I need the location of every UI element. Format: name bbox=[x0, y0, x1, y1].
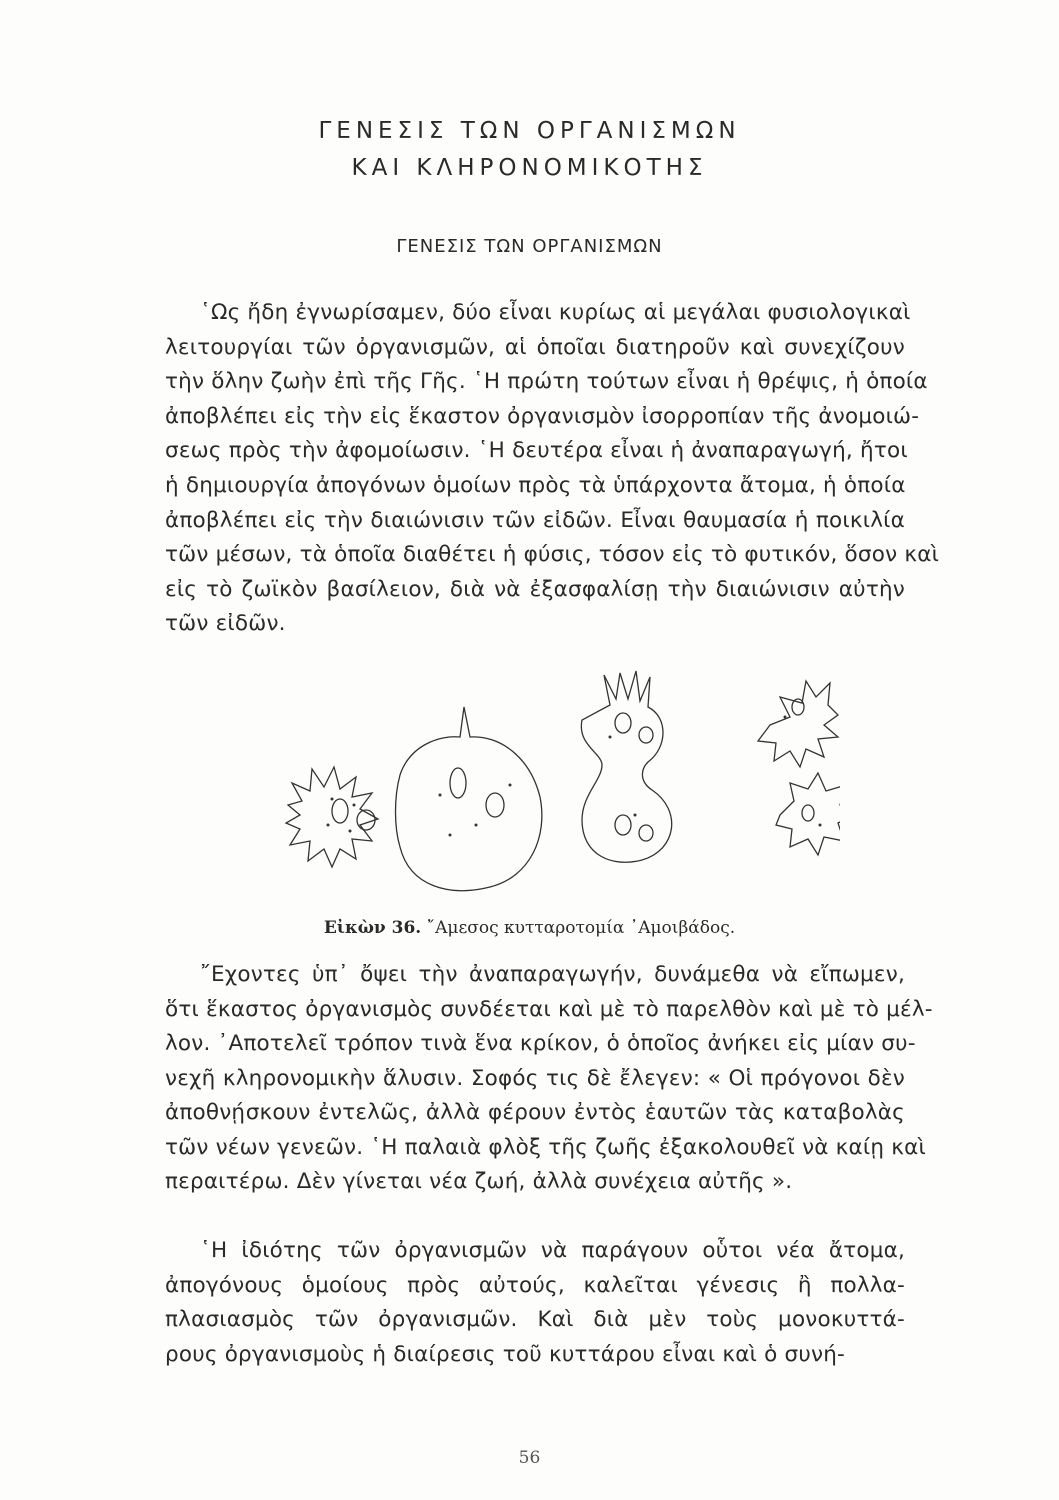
text-line: ὅτι ἕκαστος ὀργανισμὸς συνδέεται καὶ μὲ τὸ παρελθὸν καὶ μὲ τὸ μέλ- bbox=[165, 996, 933, 1022]
figure-caption bbox=[0, 918, 1059, 938]
text-line: ῾Ως ἤδη ἐγνωρίσαμεν, δύο εἶναι κυρίως αἱ μεγάλαι φυσιολογικαὶ bbox=[200, 300, 911, 325]
text-line: ἀποβλέπει εἰς τὴν διαιώνισιν τῶν εἰδῶν. Εἶναι θαυμασία ἡ ποικιλία bbox=[165, 507, 905, 533]
text-line: ρους ὀργανισμοὺς ἡ διαίρεσις τοῦ κυττάρου εἶναι καὶ ὁ συνή- bbox=[165, 1341, 846, 1367]
section-title: ΓΕΝΕΣΙΣ ΤΩΝ ΟΡΓΑΝΙΣΜΩΝ bbox=[396, 236, 663, 257]
amoeba-5 bbox=[776, 773, 840, 855]
chapter-title-line-2: ΚΑΙ ΚΛΗΡΟΝΟΜΙΚΟΤΗΣ bbox=[351, 155, 708, 181]
figure-label: Εἰκὼν 36. bbox=[323, 918, 422, 938]
text-line: τῶν νέων γενεῶν. ῾Η παλαιὰ φλὸξ τῆς ζωῆς ἐξακολουθεῖ νὰ καίῃ καὶ bbox=[165, 1134, 926, 1160]
amoeba-1 bbox=[286, 767, 378, 867]
figure-caption-text: ῎Αμεσος κυτταροτομία ᾿Αμοιβάδος. bbox=[426, 918, 736, 938]
text-line: ἡ δημιουργία ἀπογόνων ὁμοίων πρὸς τὰ ὑπάρχοντα ἄτομα, ἡ ὁποία bbox=[165, 473, 906, 498]
text-line: τῶν μέσων, τὰ ὁποῖα διαθέτει ἡ φύσις, τόσον εἰς τὸ φυτικόν, ὅσον καὶ bbox=[165, 542, 940, 568]
text-line: περαιτέρω. Δὲν γίνεται νέα ζωή, ἀλλὰ συνέχεια αὐτῆς ». bbox=[165, 1169, 793, 1194]
text-line: λον. ᾿Αποτελεῖ τρόπον τινὰ ἕνα κρίκον, ὁ ὁποῖος ἀνήκει εἰς μίαν συ- bbox=[165, 1031, 916, 1056]
text-line: εἰς τὸ ζωϊκὸν βασίλειον, διὰ νὰ ἐξασφαλίσῃ τὴν διαιώνισιν αὐτὴν bbox=[165, 576, 905, 602]
text-line: νεχῆ κληρονομικὴν ἅλυσιν. Σοφός τις δὲ ἔλεγεν: « Οἱ πρόγονοι δὲν bbox=[165, 1065, 905, 1091]
text-line: τῶν εἰδῶν. bbox=[165, 611, 286, 637]
text-line: πλασιασμὸς τῶν ὀργανισμῶν. Καὶ διὰ μὲν τοὺς μονοκυττά- bbox=[165, 1307, 905, 1332]
page-number: 56 bbox=[518, 1448, 541, 1468]
text-line: ῾Η ἰδιότης τῶν ὀργανισμῶν νὰ παράγουν οὗτοι νέα ἄτομα, bbox=[200, 1238, 905, 1263]
text-line: τὴν ὅλην ζωὴν ἐπὶ τῆς Γῆς. ῾Η πρώτη τούτων εἶναι ἡ θρέψις, ἡ ὁποία bbox=[165, 369, 928, 395]
text-line: ἀποβλέπει εἰς τὴν εἰς ἕκαστον ὀργανισμὸν ἰσορροπίαν τῆς ἀνομοιώ- bbox=[165, 403, 920, 429]
text-line: σεως πρὸς τὴν ἀφομοίωσιν. ῾Η δευτέρα εἶναι ἡ ἀναπαραγωγή, ἤτοι bbox=[165, 438, 908, 464]
chapter-title-line-1: ΓΕΝΕΣΙΣ ΤΩΝ ΟΡΓΑΝΙΣΜΩΝ bbox=[318, 118, 741, 144]
text-line: ἀπογόνους ὁμοίους πρὸς αὐτούς, καλεῖται γένεσις ἢ πολλα- bbox=[165, 1272, 905, 1298]
amoeba-4 bbox=[758, 681, 838, 767]
amoeba-2 bbox=[396, 707, 542, 891]
amoeba-division-figure bbox=[280, 665, 840, 910]
text-line: λειτουργίαι τῶν ὀργανισμῶν, αἱ ὁποῖαι διατηροῦν καὶ συνεχίζουν bbox=[165, 334, 905, 360]
text-line: ῎Εχοντες ὑπ᾿ ὄψει τὴν ἀναπαραγωγήν, δυνάμεθα νὰ εἴπωμεν, bbox=[200, 962, 905, 987]
text-line: ἀποθνῄσκουν ἐντελῶς, ἀλλὰ φέρουν ἐντὸς ἑαυτῶν τὰς καταβολὰς bbox=[165, 1100, 905, 1125]
